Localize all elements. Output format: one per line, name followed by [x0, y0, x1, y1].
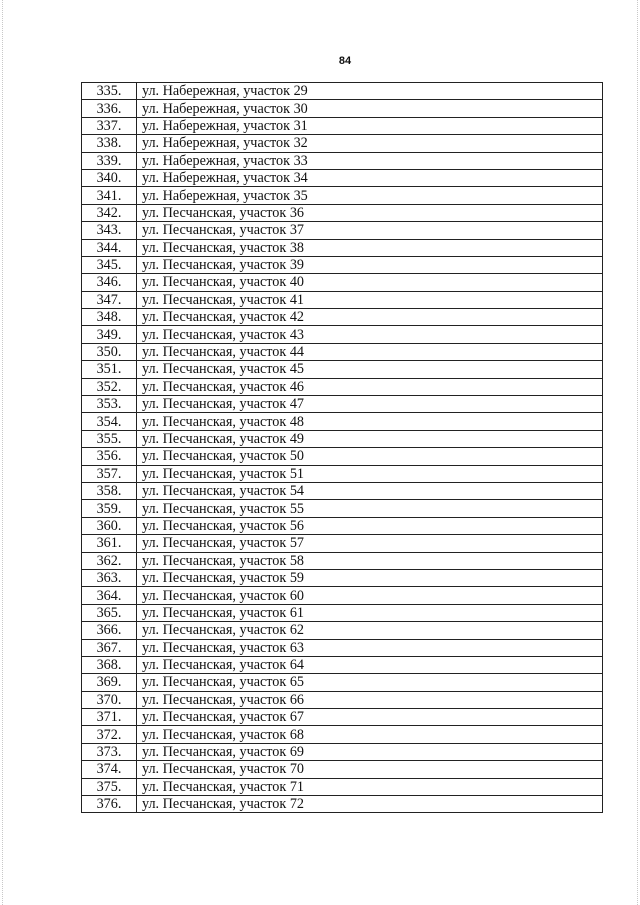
plot-address: ул. Песчанская, участок 46 [137, 378, 603, 395]
table-row [82, 743, 603, 760]
table-row [82, 465, 603, 482]
row-number: 369. [82, 674, 137, 691]
plot-address: ул. Песчанская, участок 65 [137, 674, 603, 691]
plot-address: ул. Песчанская, участок 54 [137, 482, 603, 499]
table-row [82, 691, 603, 708]
plot-address: ул. Песчанская, участок 56 [137, 517, 603, 534]
row-number: 355. [82, 430, 137, 447]
plot-address: ул. Песчанская, участок 50 [137, 448, 603, 465]
table-row [82, 326, 603, 343]
row-number: 361. [82, 535, 137, 552]
row-number: 335. [82, 83, 137, 100]
row-number: 338. [82, 135, 137, 152]
row-number: 366. [82, 622, 137, 639]
row-number: 363. [82, 569, 137, 586]
table-row [82, 500, 603, 517]
table-row [82, 100, 603, 117]
scan-edge-right [637, 0, 638, 905]
plot-address: ул. Песчанская, участок 61 [137, 604, 603, 621]
table-row [82, 761, 603, 778]
plots-table-body [82, 83, 603, 813]
table-row [82, 274, 603, 291]
plot-address: ул. Набережная, участок 35 [137, 187, 603, 204]
table-row [82, 482, 603, 499]
plot-address: ул. Песчанская, участок 41 [137, 291, 603, 308]
row-number: 368. [82, 656, 137, 673]
row-number: 343. [82, 222, 137, 239]
row-number: 358. [82, 482, 137, 499]
row-number: 375. [82, 778, 137, 795]
table-row [82, 83, 603, 100]
table-row [82, 256, 603, 273]
plot-address: ул. Песчанская, участок 59 [137, 569, 603, 586]
table-row [82, 517, 603, 534]
row-number: 349. [82, 326, 137, 343]
table-row [82, 152, 603, 169]
table-row [82, 222, 603, 239]
plot-address: ул. Набережная, участок 31 [137, 117, 603, 134]
plot-address: ул. Песчанская, участок 49 [137, 430, 603, 447]
row-number: 348. [82, 309, 137, 326]
table-row [82, 169, 603, 186]
plot-address: ул. Песчанская, участок 72 [137, 796, 603, 813]
table-row [82, 726, 603, 743]
table-row [82, 778, 603, 795]
plot-address: ул. Песчанская, участок 37 [137, 222, 603, 239]
plot-address: ул. Песчанская, участок 45 [137, 361, 603, 378]
plot-address: ул. Набережная, участок 32 [137, 135, 603, 152]
table-row [82, 135, 603, 152]
plot-address: ул. Песчанская, участок 44 [137, 343, 603, 360]
row-number: 341. [82, 187, 137, 204]
table-row [82, 552, 603, 569]
plot-address: ул. Песчанская, участок 51 [137, 465, 603, 482]
row-number: 352. [82, 378, 137, 395]
plot-address: ул. Песчанская, участок 39 [137, 256, 603, 273]
plot-address: ул. Песчанская, участок 67 [137, 709, 603, 726]
row-number: 353. [82, 396, 137, 413]
table-row [82, 187, 603, 204]
row-number: 370. [82, 691, 137, 708]
table-row [82, 656, 603, 673]
plot-address: ул. Песчанская, участок 38 [137, 239, 603, 256]
table-row [82, 343, 603, 360]
table-row [82, 569, 603, 586]
row-number: 350. [82, 343, 137, 360]
table-row [82, 674, 603, 691]
row-number: 376. [82, 796, 137, 813]
table-row [82, 639, 603, 656]
table-row [82, 291, 603, 308]
table-row [82, 413, 603, 430]
row-number: 374. [82, 761, 137, 778]
plot-address: ул. Песчанская, участок 42 [137, 309, 603, 326]
table-row [82, 587, 603, 604]
row-number: 360. [82, 517, 137, 534]
row-number: 362. [82, 552, 137, 569]
plot-address: ул. Песчанская, участок 64 [137, 656, 603, 673]
row-number: 344. [82, 239, 137, 256]
table-row [82, 117, 603, 134]
table-row [82, 622, 603, 639]
row-number: 342. [82, 204, 137, 221]
row-number: 337. [82, 117, 137, 134]
row-number: 365. [82, 604, 137, 621]
row-number: 367. [82, 639, 137, 656]
row-number: 364. [82, 587, 137, 604]
table-row [82, 378, 603, 395]
row-number: 356. [82, 448, 137, 465]
plot-address: ул. Песчанская, участок 68 [137, 726, 603, 743]
scan-edge-left [2, 0, 3, 905]
row-number: 339. [82, 152, 137, 169]
plot-address: ул. Песчанская, участок 69 [137, 743, 603, 760]
table-row [82, 796, 603, 813]
row-number: 340. [82, 169, 137, 186]
row-number: 346. [82, 274, 137, 291]
row-number: 347. [82, 291, 137, 308]
table-row [82, 396, 603, 413]
table-row [82, 604, 603, 621]
plot-address: ул. Песчанская, участок 58 [137, 552, 603, 569]
row-number: 351. [82, 361, 137, 378]
plot-address: ул. Песчанская, участок 36 [137, 204, 603, 221]
row-number: 357. [82, 465, 137, 482]
table-row [82, 709, 603, 726]
plot-address: ул. Песчанская, участок 60 [137, 587, 603, 604]
plot-address: ул. Песчанская, участок 66 [137, 691, 603, 708]
plot-address: ул. Песчанская, участок 62 [137, 622, 603, 639]
plot-address: ул. Набережная, участок 33 [137, 152, 603, 169]
row-number: 373. [82, 743, 137, 760]
plots-table [81, 82, 603, 813]
row-number: 345. [82, 256, 137, 273]
plot-address: ул. Набережная, участок 30 [137, 100, 603, 117]
table-row [82, 430, 603, 447]
plot-address: ул. Песчанская, участок 57 [137, 535, 603, 552]
plot-address: ул. Песчанская, участок 70 [137, 761, 603, 778]
table-row [82, 239, 603, 256]
page-number: 84 [338, 55, 352, 67]
plot-address: ул. Песчанская, участок 55 [137, 500, 603, 517]
plot-address: ул. Песчанская, участок 71 [137, 778, 603, 795]
plot-address: ул. Песчанская, участок 43 [137, 326, 603, 343]
plot-address: ул. Набережная, участок 29 [137, 83, 603, 100]
table-row [82, 535, 603, 552]
row-number: 359. [82, 500, 137, 517]
plot-address: ул. Набережная, участок 34 [137, 169, 603, 186]
table-row [82, 361, 603, 378]
row-number: 336. [82, 100, 137, 117]
row-number: 371. [82, 709, 137, 726]
plot-address: ул. Песчанская, участок 47 [137, 396, 603, 413]
plot-address: ул. Песчанская, участок 48 [137, 413, 603, 430]
table-row [82, 204, 603, 221]
table-row [82, 448, 603, 465]
plot-address: ул. Песчанская, участок 40 [137, 274, 603, 291]
plot-address: ул. Песчанская, участок 63 [137, 639, 603, 656]
row-number: 372. [82, 726, 137, 743]
table-row [82, 309, 603, 326]
row-number: 354. [82, 413, 137, 430]
